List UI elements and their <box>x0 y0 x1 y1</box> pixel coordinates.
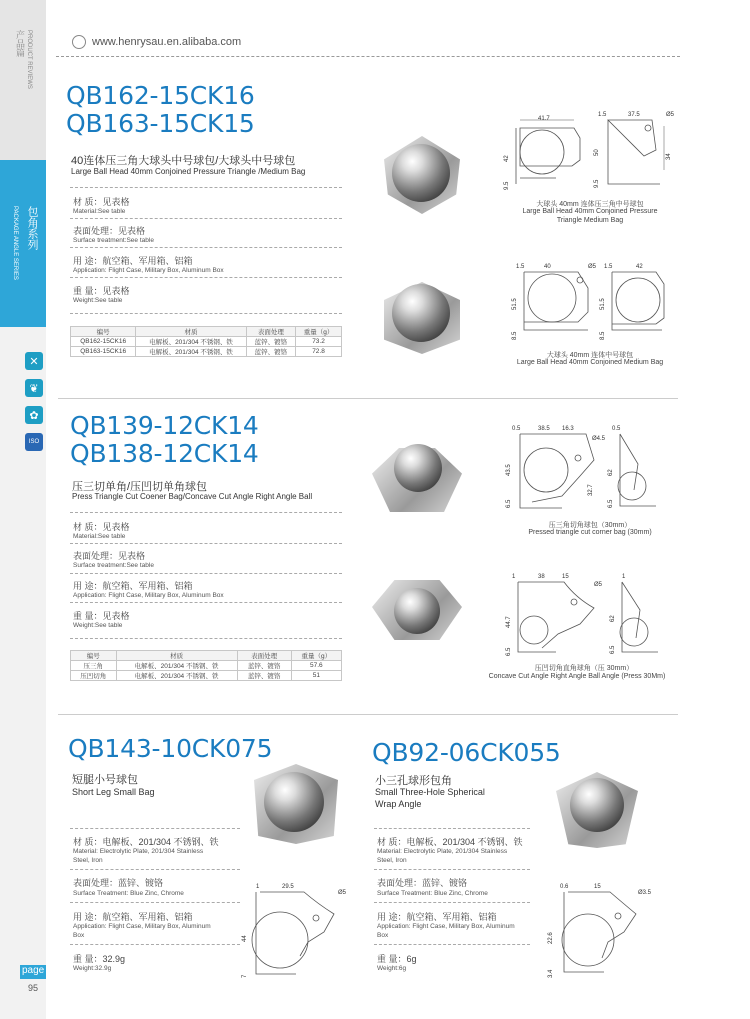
gear-icon: ✿ <box>25 406 43 424</box>
s1-material-en: Material:See table <box>73 208 126 215</box>
s1-caption1-en2: Triangle Medium Bag <box>556 217 624 224</box>
drawing-qb163-front <box>508 258 600 340</box>
header-divider <box>56 56 680 57</box>
dimension-label: 34 <box>666 153 672 160</box>
dimension-label: 62 <box>608 469 614 476</box>
divider <box>70 944 240 945</box>
product-code-qb139: QB139-12CK14 <box>70 411 259 440</box>
dimension-label: 38 <box>538 574 545 580</box>
dimension-label: 1.5 <box>604 264 613 270</box>
leaf-icon: ❦ <box>25 379 43 397</box>
dimension-label: 42 <box>504 155 510 162</box>
s3-material-en2: Steel, Iron <box>73 857 103 864</box>
dimension-label: 43.5 <box>506 464 512 476</box>
s4-application-en2: Box <box>377 932 389 939</box>
dimension-label: 38.5 <box>538 426 550 432</box>
dimension-label: 3.4 <box>548 969 554 978</box>
dimension-label: 1.5 <box>598 112 607 118</box>
sidebar-category-en: PACKAGE ANGLE SERIES <box>12 206 18 280</box>
drawing-qb139-front <box>502 420 612 516</box>
s1-material-cn: 材 质：见表格 <box>73 197 130 207</box>
s2-caption2-cn: 压凹切角直角球角（压 30mm） <box>534 665 634 672</box>
s4-material-en2: Steel, Iron <box>377 857 407 864</box>
dimension-label: 6.5 <box>608 499 614 508</box>
dimension-label: 1 <box>512 574 516 580</box>
s1-weight-cn: 重 量：见表格 <box>73 286 130 296</box>
product-image-qb143 <box>252 758 340 848</box>
table-header: 重量（g） <box>291 651 341 661</box>
iso-icon: ISO <box>25 433 43 451</box>
s4-application-en: Application: Flight Case, Military Box, Aluminum <box>377 923 515 930</box>
section-divider <box>58 714 678 715</box>
divider <box>70 869 240 870</box>
s1-application-cn: 用 途：航空箱、军用箱、铝箱 <box>73 256 193 266</box>
dimension-label: Ø5 <box>588 264 597 270</box>
dimension-label: Ø3.5 <box>638 890 652 896</box>
drawing-qb163-side <box>596 258 676 340</box>
table-header: 材质 <box>116 651 237 661</box>
divider <box>374 869 530 870</box>
dimension-label: 29.5 <box>282 884 294 890</box>
s2-caption1-cn: 压三角切角球包（30mm） <box>548 522 632 529</box>
table-cell: 73.2 <box>296 337 342 347</box>
s2-surface-en: Surface treatment:See table <box>73 562 154 569</box>
s2-title-cn: 压三切单角/压凹切单角球包 <box>72 481 208 493</box>
header-url[interactable]: www.henrysau.en.alibaba.com <box>92 36 242 48</box>
table-cell: QB162-15CK16 <box>71 337 136 347</box>
table-row <box>71 337 342 347</box>
s2-spec-table <box>70 650 342 681</box>
dimension-label: 7 <box>242 974 248 978</box>
s2-title-en: Press Triangle Cut Coener Bag/Concave Cut Angle Right Angle Ball <box>72 492 313 501</box>
s1-caption2-en: Large Ball Head 40mm Conjoined Medium Bag <box>516 359 664 366</box>
s3-title-cn: 短腿小号球包 <box>72 774 138 786</box>
table-header: 编号 <box>71 327 136 337</box>
s2-application-en: Application: Flight Case, Military Box, Aluminum Box <box>73 592 224 599</box>
dimension-label: 37.5 <box>628 112 640 118</box>
s1-application-en: Application: Flight Case, Military Box, Aluminum Box <box>73 267 224 274</box>
s4-material-cn: 材 质：电解板、201/304 不锈钢、铁 <box>377 837 523 847</box>
s3-material-cn: 材 质：电解板、201/304 不锈钢、铁 <box>73 837 219 847</box>
dimension-label: 6.5 <box>506 499 512 508</box>
dimension-label: Ø5 <box>666 112 675 118</box>
table-row <box>71 347 342 357</box>
drawing-qb162-front <box>500 112 592 192</box>
dimension-label: 42 <box>636 264 643 270</box>
s3-application-en2: Box <box>73 932 85 939</box>
dimension-label: 8.5 <box>600 331 606 340</box>
divider <box>70 828 240 829</box>
product-image-qb162 <box>378 130 466 222</box>
page-label: page <box>20 965 46 979</box>
s2-caption2-en: Concave Cut Angle Right Angle Ball Angle (Press 30Mm) <box>488 673 666 680</box>
table-cell: 蓝锌、镀铬 <box>237 671 291 681</box>
divider <box>70 573 342 574</box>
drawing-qb92 <box>544 878 656 982</box>
s1-surface-en: Surface treatment:See table <box>73 237 154 244</box>
dimension-label: 6.5 <box>610 645 616 654</box>
drawing-qb138-side <box>608 568 664 660</box>
divider <box>70 187 342 188</box>
s3-weight-cn: 重 量：32.9g <box>73 954 126 964</box>
drawing-qb139-side <box>606 420 662 516</box>
dimension-label: 40 <box>544 264 551 270</box>
table-header: 表面处理 <box>246 327 295 337</box>
dimension-label: 1 <box>256 884 260 890</box>
s1-weight-en: Weight:See table <box>73 297 123 304</box>
dimension-label: 0.5 <box>512 426 521 432</box>
table-header: 表面处理 <box>237 651 291 661</box>
table-cell: 72.8 <box>296 347 342 357</box>
dimension-label: 51.5 <box>512 298 518 310</box>
s3-application-en: Application: Flight Case, Military Box, Aluminum <box>73 923 211 930</box>
sidebar-top-panel <box>0 0 46 160</box>
table-cell: 电解板、201/304 不锈钢、铁 <box>136 347 246 357</box>
table-cell: 57.6 <box>291 661 341 671</box>
table-cell: 蓝锌、镀铬 <box>246 337 295 347</box>
s4-material-en: Material: Electrolytic Plate, 201/304 Stainless <box>377 848 508 855</box>
divider <box>70 247 342 248</box>
dimension-label: 41.7 <box>538 116 550 122</box>
table-header-row <box>71 327 342 337</box>
sidebar-top-cn: 产品篇 <box>15 30 25 57</box>
dimension-label: 0.6 <box>560 884 569 890</box>
s2-surface-cn: 表面处理：见表格 <box>73 551 146 561</box>
s2-material-cn: 材 质：见表格 <box>73 522 130 532</box>
dimension-label: Ø5 <box>338 890 347 896</box>
product-code-qb163: QB163-15CK15 <box>66 109 255 138</box>
dimension-label: 1 <box>622 574 626 580</box>
s4-title-en2: Wrap Angle <box>375 799 422 809</box>
dimension-label: 9.5 <box>504 181 510 190</box>
s4-application-cn: 用 途：航空箱、军用箱、铝箱 <box>377 912 497 922</box>
s3-surface-en: Surface Treatment: Blue Zinc, Chrome <box>73 890 184 897</box>
dimension-label: 62 <box>610 615 616 622</box>
dimension-label: 6.5 <box>506 647 512 656</box>
table-cell: QB163-15CK16 <box>71 347 136 357</box>
table-header: 材质 <box>136 327 246 337</box>
table-header: 重量（g） <box>296 327 342 337</box>
s1-caption1-cn: 大球头 40mm 连体压三角中号球包 <box>536 201 644 208</box>
s1-spec-table <box>70 326 342 357</box>
divider <box>70 218 342 219</box>
dimension-label: Ø5 <box>594 582 603 588</box>
dimension-label: 8.5 <box>512 331 518 340</box>
s1-caption2-cn: 大球头 40mm 连体中号球包 <box>546 352 634 359</box>
s2-application-cn: 用 途：航空箱、军用箱、铝箱 <box>73 581 193 591</box>
dimension-label: 50 <box>594 149 600 156</box>
dimension-label: 1.5 <box>516 264 525 270</box>
dimension-label: 44 <box>242 935 248 942</box>
s1-caption1-en1: Large Ball Head 40mm Conjoined Pressure <box>522 208 658 215</box>
s4-surface-cn: 表面处理：蓝锌、镀铬 <box>377 878 468 888</box>
product-code-qb92: QB92-06CK055 <box>372 738 561 767</box>
table-row <box>71 671 342 681</box>
table-cell: 压凹切角 <box>71 671 117 681</box>
s4-weight-cn: 重 量：6g <box>377 954 417 964</box>
divider <box>374 902 530 903</box>
product-image-qb139 <box>372 440 462 516</box>
table-header: 编号 <box>71 651 117 661</box>
dimension-label: 22.6 <box>548 932 554 944</box>
page-number: 95 <box>28 983 39 993</box>
s4-surface-en: Surface Treatment: Blue Zinc, Chrome <box>377 890 488 897</box>
s2-material-en: Material:See table <box>73 533 126 540</box>
table-cell: 蓝锌、镀铬 <box>237 661 291 671</box>
divider <box>70 638 342 639</box>
sidebar-top-en: PRODUCT REVIEWS <box>26 30 32 89</box>
drawing-qb162-side <box>590 106 682 192</box>
section-divider <box>58 398 678 399</box>
divider <box>70 602 342 603</box>
s2-weight-en: Weight:See table <box>73 622 123 629</box>
s1-surface-cn: 表面处理：见表格 <box>73 226 146 236</box>
s4-title-cn: 小三孔球形包角 <box>375 775 452 787</box>
s3-application-cn: 用 途：航空箱、军用箱、铝箱 <box>73 912 193 922</box>
divider <box>374 828 530 829</box>
divider <box>70 902 240 903</box>
table-cell: 电解板、201/304 不锈钢、铁 <box>136 337 246 347</box>
dimension-label: 51.5 <box>600 298 606 310</box>
product-image-qb138 <box>372 572 462 644</box>
dimension-label: Ø4.5 <box>592 436 606 442</box>
s1-title-cn: 40连体压三角大球头中号球包/大球头中号球包 <box>71 155 296 167</box>
s3-title-en: Short Leg Small Bag <box>72 787 155 797</box>
product-code-qb138: QB138-12CK14 <box>70 439 259 468</box>
dimension-label: 15 <box>594 884 601 890</box>
s3-surface-cn: 表面处理：蓝锌、镀铬 <box>73 878 164 888</box>
s2-weight-cn: 重 量：见表格 <box>73 611 130 621</box>
s3-material-en: Material: Electrolytic Plate, 201/304 Stainless <box>73 848 204 855</box>
table-cell: 压三角 <box>71 661 117 671</box>
product-image-qb163 <box>380 272 464 360</box>
dimension-label: 44.7 <box>506 616 512 628</box>
product-image-qb92 <box>556 766 638 850</box>
table-cell: 蓝锌、镀铬 <box>246 347 295 357</box>
dimension-label: 15 <box>562 574 569 580</box>
s3-weight-en: Weight:32.9g <box>73 965 112 972</box>
divider <box>70 277 342 278</box>
tools-icon: ✕ <box>25 352 43 370</box>
divider <box>70 512 342 513</box>
drawing-qb143 <box>238 878 356 982</box>
table-row <box>71 661 342 671</box>
table-cell: 电解板、201/304 不锈钢、铁 <box>116 671 237 681</box>
dimension-label: 16.3 <box>562 426 574 432</box>
drawing-qb138-front <box>502 568 612 660</box>
sidebar-category-cn: 包角系列 <box>26 206 38 250</box>
globe-icon <box>72 35 86 49</box>
dimension-label: 32.7 <box>588 484 594 496</box>
product-code-qb143: QB143-10CK075 <box>68 734 273 763</box>
dimension-label: 0.5 <box>612 426 621 432</box>
divider <box>70 313 342 314</box>
table-cell: 电解板、201/304 不锈钢、铁 <box>116 661 237 671</box>
table-cell: 51 <box>291 671 341 681</box>
divider <box>70 543 342 544</box>
product-code-qb162: QB162-15CK16 <box>66 81 255 110</box>
table-header-row <box>71 651 342 661</box>
dimension-label: 9.5 <box>594 179 600 188</box>
s4-title-en1: Small Three-Hole Spherical <box>375 787 485 797</box>
s1-title-en: Large Ball Head 40mm Conjoined Pressure Triangle /Medium Bag <box>71 167 306 176</box>
s4-weight-en: Weight:6g <box>377 965 407 972</box>
s2-caption1-en: Pressed triangle cut corner bag (30mm) <box>528 529 652 536</box>
divider <box>374 944 530 945</box>
